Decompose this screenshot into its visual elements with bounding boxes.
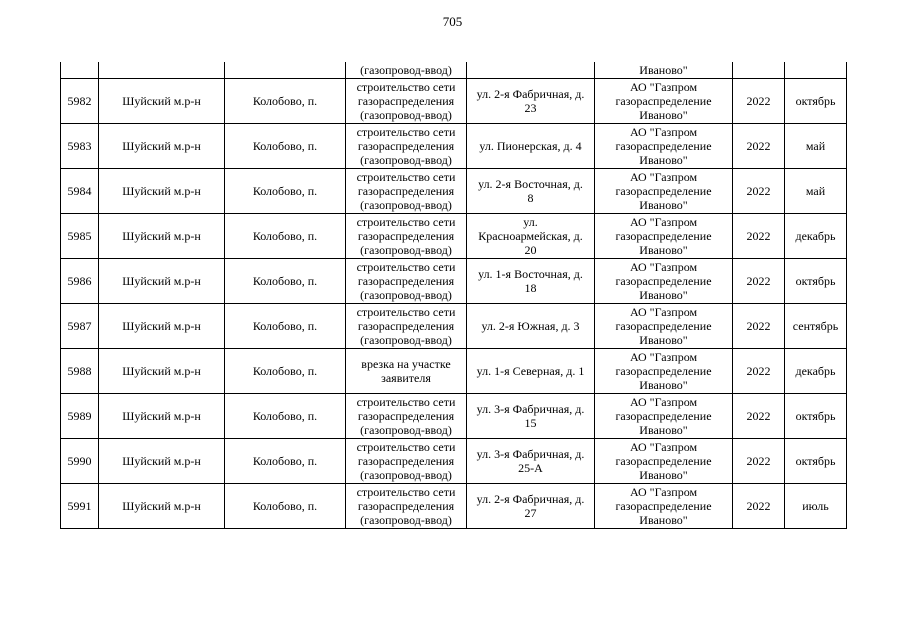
- cell-month: октябрь: [785, 258, 847, 303]
- cell-district: Шуйский м.р-н: [99, 168, 225, 213]
- cell-work-line: газораспределения: [357, 138, 455, 153]
- cell-address-line: ул. 1-я Восточная, д.: [478, 266, 583, 281]
- cell-work: [346, 258, 467, 303]
- cell-address: [467, 78, 595, 123]
- cell-locality: Колобово, п.: [225, 258, 346, 303]
- cell-org: [595, 483, 733, 528]
- cell-district: Шуйский м.р-н: [99, 483, 225, 528]
- cell-address-line: 25-А: [518, 460, 543, 475]
- cell-work-line: газораспределения: [357, 453, 455, 468]
- cell-month: сентябрь: [785, 303, 847, 348]
- cell-work: (газопровод-ввод): [346, 62, 467, 78]
- cell-district: [99, 62, 225, 78]
- cell-address-line: 23: [524, 100, 537, 115]
- cell-work-line: газораспределения: [357, 408, 455, 423]
- cell-org-line: Иваново": [639, 197, 688, 212]
- cell-org: [595, 438, 733, 483]
- cell-org: [595, 303, 733, 348]
- table-body: [61, 62, 847, 528]
- cell-address-line: 18: [524, 280, 537, 295]
- cell-address: [467, 123, 595, 168]
- cell-work: [346, 168, 467, 213]
- cell-work-line: (газопровод-ввод): [360, 287, 452, 302]
- cell-num: 5990: [61, 438, 99, 483]
- cell-address-line: 15: [524, 415, 537, 430]
- cell-year: [733, 62, 785, 78]
- table-row: [61, 258, 847, 303]
- cell-address-line: ул. 2-я Фабричная, д.: [476, 491, 585, 506]
- cell-num: 5985: [61, 213, 99, 258]
- cell-address-line: ул. 3-я Фабричная, д.: [476, 401, 585, 416]
- cell-work-line: строительство сети: [356, 214, 456, 229]
- cell-org-line: газораспределение: [615, 228, 712, 243]
- cell-address: [467, 393, 595, 438]
- cell-address: [467, 168, 595, 213]
- cell-work: [346, 483, 467, 528]
- cell-num: 5984: [61, 168, 99, 213]
- cell-org: [595, 393, 733, 438]
- cell-address-line: ул. 1-я Северная, д. 1: [476, 363, 585, 378]
- cell-org-line: АО "Газпром: [629, 214, 698, 229]
- cell-month: июль: [785, 483, 847, 528]
- gasification-schedule-table: [60, 62, 847, 529]
- cell-org-line: АО "Газпром: [629, 169, 698, 184]
- cell-locality: [225, 62, 346, 78]
- cell-work-line: газораспределения: [357, 273, 455, 288]
- cell-address: [467, 348, 595, 393]
- cell-year: 2022: [733, 393, 785, 438]
- cell-work: [346, 213, 467, 258]
- cell-address-line: 20: [524, 242, 537, 257]
- cell-year: 2022: [733, 123, 785, 168]
- cell-month: октябрь: [785, 438, 847, 483]
- cell-num: 5986: [61, 258, 99, 303]
- table-row: [61, 123, 847, 168]
- cell-address-line: ул. 3-я Фабричная, д.: [476, 446, 585, 461]
- cell-address-line: ул.: [523, 214, 538, 229]
- cell-locality: Колобово, п.: [225, 438, 346, 483]
- cell-org: [595, 258, 733, 303]
- table-row: [61, 393, 847, 438]
- cell-district: Шуйский м.р-н: [99, 348, 225, 393]
- cell-work-line: газораспределения: [357, 318, 455, 333]
- cell-district: Шуйский м.р-н: [99, 78, 225, 123]
- cell-work-line: строительство сети: [356, 169, 456, 184]
- cell-year: 2022: [733, 483, 785, 528]
- continued-row: [61, 62, 847, 78]
- cell-org-line: АО "Газпром: [629, 259, 698, 274]
- cell-org: [595, 78, 733, 123]
- table-row: [61, 438, 847, 483]
- cell-address: [467, 483, 595, 528]
- cell-org-line: газораспределение: [615, 498, 712, 513]
- cell-month: май: [785, 123, 847, 168]
- table-row: [61, 483, 847, 528]
- cell-month: [785, 62, 847, 78]
- cell-address-line: ул. 2-я Восточная, д.: [478, 176, 583, 191]
- cell-org: [595, 213, 733, 258]
- cell-district: Шуйский м.р-н: [99, 303, 225, 348]
- table-row: [61, 303, 847, 348]
- cell-locality: Колобово, п.: [225, 168, 346, 213]
- cell-locality: Колобово, п.: [225, 393, 346, 438]
- cell-org-line: газораспределение: [615, 183, 712, 198]
- cell-org-line: газораспределение: [615, 138, 712, 153]
- cell-org-line: АО "Газпром: [629, 349, 698, 364]
- cell-work-line: строительство сети: [356, 259, 456, 274]
- cell-year: 2022: [733, 258, 785, 303]
- cell-work: [346, 393, 467, 438]
- cell-org-line: АО "Газпром: [629, 439, 698, 454]
- cell-work: [346, 303, 467, 348]
- cell-district: Шуйский м.р-н: [99, 258, 225, 303]
- cell-num: 5989: [61, 393, 99, 438]
- cell-work-line: (газопровод-ввод): [360, 422, 452, 437]
- cell-work-line: газораспределения: [357, 93, 455, 108]
- cell-num: 5983: [61, 123, 99, 168]
- cell-work-line: строительство сети: [356, 394, 456, 409]
- cell-work-line: (газопровод-ввод): [360, 197, 452, 212]
- page-number: 705: [442, 14, 463, 29]
- cell-address: [467, 438, 595, 483]
- cell-org-line: АО "Газпром: [629, 79, 698, 94]
- cell-num: 5988: [61, 348, 99, 393]
- cell-address: [467, 258, 595, 303]
- table-row: [61, 348, 847, 393]
- cell-org-line: АО "Газпром: [629, 484, 698, 499]
- cell-org-line: Иваново": [639, 422, 688, 437]
- cell-address: [467, 213, 595, 258]
- cell-num: 5982: [61, 78, 99, 123]
- cell-num: 5991: [61, 483, 99, 528]
- cell-org-line: газораспределение: [615, 273, 712, 288]
- cell-year: 2022: [733, 213, 785, 258]
- cell-org-line: АО "Газпром: [629, 394, 698, 409]
- cell-org-line: Иваново": [639, 152, 688, 167]
- cell-locality: Колобово, п.: [225, 483, 346, 528]
- cell-work-line: (газопровод-ввод): [360, 107, 452, 122]
- cell-address-line: Красноармейская, д.: [478, 228, 583, 243]
- cell-address-line: 27: [524, 505, 537, 520]
- cell-org-line: АО "Газпром: [629, 124, 698, 139]
- cell-num: [61, 62, 99, 78]
- cell-org: [595, 348, 733, 393]
- cell-locality: Колобово, п.: [225, 348, 346, 393]
- cell-work-line: врезка на участке: [361, 356, 451, 371]
- cell-month: октябрь: [785, 393, 847, 438]
- table-row: [61, 213, 847, 258]
- cell-org-line: Иваново": [639, 242, 688, 257]
- cell-work-line: строительство сети: [356, 79, 456, 94]
- cell-address: [467, 62, 595, 78]
- cell-address-line: ул. Пионерская, д. 4: [479, 138, 582, 153]
- cell-work-line: (газопровод-ввод): [360, 512, 452, 527]
- cell-month: октябрь: [785, 78, 847, 123]
- cell-num: 5987: [61, 303, 99, 348]
- cell-district: Шуйский м.р-н: [99, 213, 225, 258]
- cell-year: 2022: [733, 438, 785, 483]
- cell-address-line: ул. 2-я Южная, д. 3: [481, 318, 580, 333]
- cell-year: 2022: [733, 348, 785, 393]
- cell-work: [346, 348, 467, 393]
- cell-month: декабрь: [785, 213, 847, 258]
- cell-org-line: Иваново": [639, 107, 688, 122]
- cell-locality: Колобово, п.: [225, 78, 346, 123]
- cell-year: 2022: [733, 303, 785, 348]
- cell-work-line: (газопровод-ввод): [360, 332, 452, 347]
- cell-org-line: газораспределение: [615, 408, 712, 423]
- cell-work-line: (газопровод-ввод): [360, 242, 452, 257]
- cell-address-line: 8: [527, 190, 534, 205]
- cell-district: Шуйский м.р-н: [99, 393, 225, 438]
- cell-locality: Колобово, п.: [225, 123, 346, 168]
- cell-org-line: Иваново": [639, 332, 688, 347]
- cell-work-line: газораспределения: [357, 228, 455, 243]
- cell-work-line: строительство сети: [356, 484, 456, 499]
- cell-work: [346, 438, 467, 483]
- cell-work-line: строительство сети: [356, 439, 456, 454]
- cell-org: Иваново": [595, 62, 733, 78]
- cell-org-line: Иваново": [639, 512, 688, 527]
- cell-address: [467, 303, 595, 348]
- cell-district: Шуйский м.р-н: [99, 123, 225, 168]
- cell-org-line: газораспределение: [615, 363, 712, 378]
- cell-org-line: Иваново": [639, 287, 688, 302]
- table-row: [61, 168, 847, 213]
- cell-org-line: АО "Газпром: [629, 304, 698, 319]
- table-row: [61, 78, 847, 123]
- cell-address-line: ул. 2-я Фабричная, д.: [476, 86, 585, 101]
- cell-org-line: газораспределение: [615, 93, 712, 108]
- cell-org: [595, 123, 733, 168]
- cell-year: 2022: [733, 168, 785, 213]
- cell-org: [595, 168, 733, 213]
- cell-work-line: заявителя: [381, 370, 431, 385]
- cell-org-line: Иваново": [639, 377, 688, 392]
- cell-work-line: (газопровод-ввод): [360, 467, 452, 482]
- cell-org-line: газораспределение: [615, 318, 712, 333]
- cell-org-line: газораспределение: [615, 453, 712, 468]
- cell-work: [346, 78, 467, 123]
- cell-month: декабрь: [785, 348, 847, 393]
- cell-work-line: строительство сети: [356, 124, 456, 139]
- cell-year: 2022: [733, 78, 785, 123]
- cell-work-line: (газопровод-ввод): [360, 152, 452, 167]
- cell-month: май: [785, 168, 847, 213]
- cell-work-line: строительство сети: [356, 304, 456, 319]
- cell-district: Шуйский м.р-н: [99, 438, 225, 483]
- cell-work-line: газораспределения: [357, 183, 455, 198]
- cell-locality: Колобово, п.: [225, 303, 346, 348]
- cell-work: [346, 123, 467, 168]
- cell-org-line: Иваново": [639, 467, 688, 482]
- cell-locality: Колобово, п.: [225, 213, 346, 258]
- cell-work-line: газораспределения: [357, 498, 455, 513]
